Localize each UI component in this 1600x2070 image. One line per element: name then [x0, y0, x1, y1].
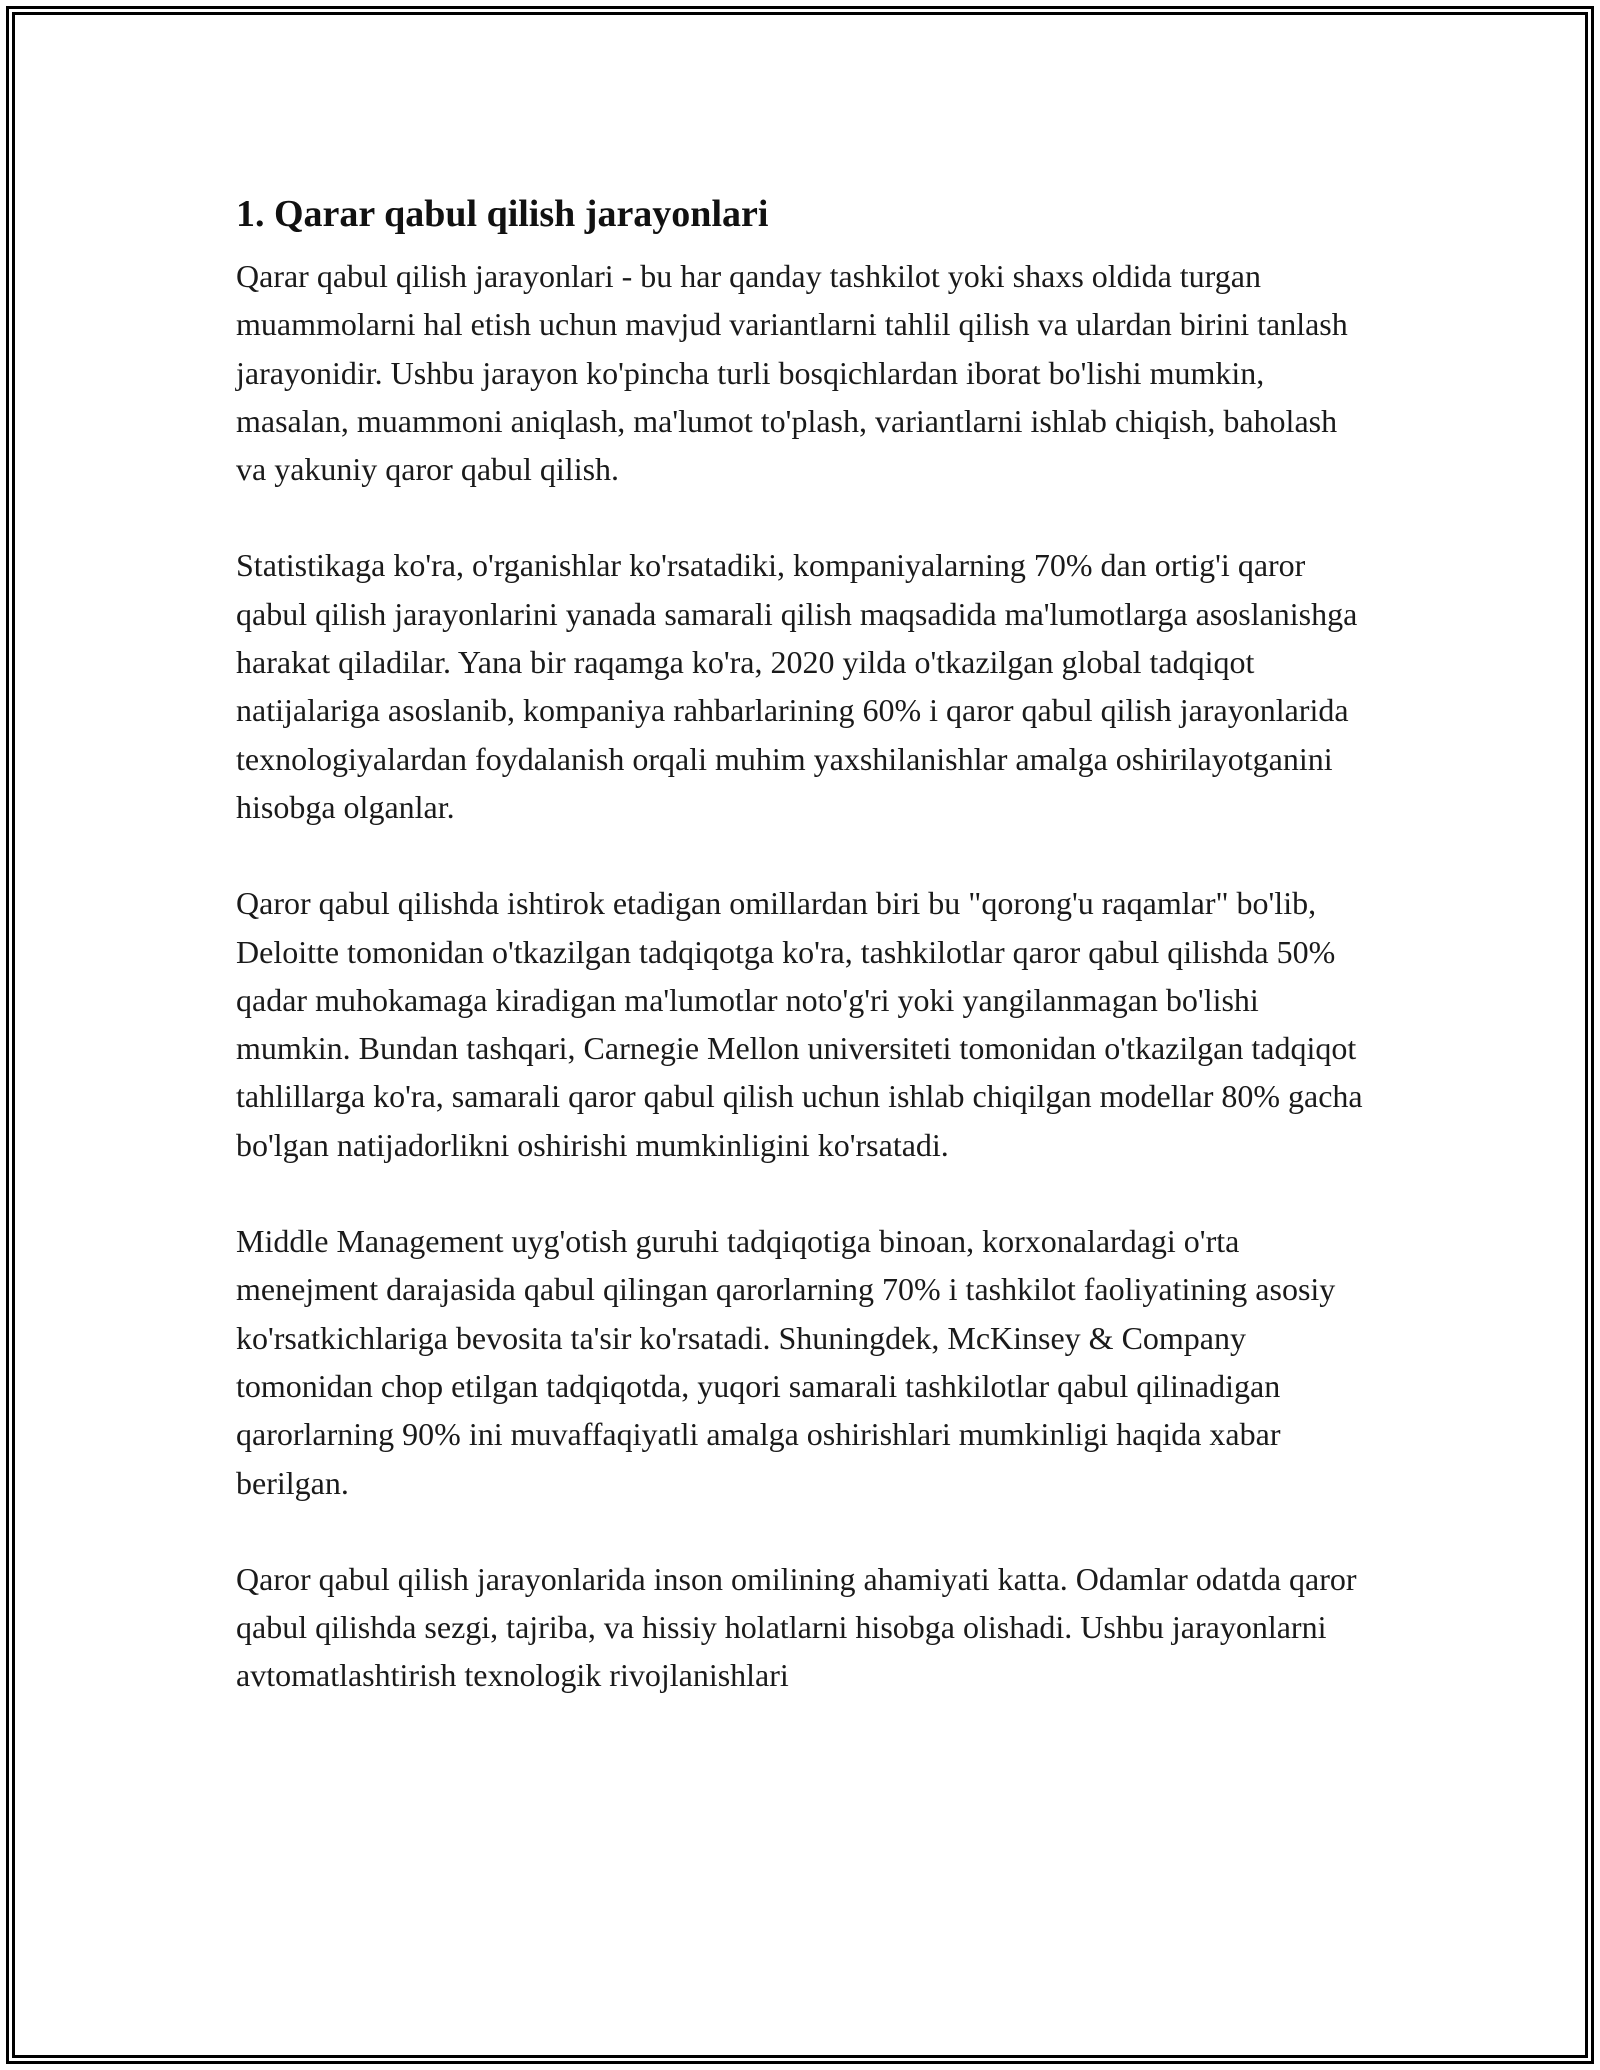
paragraph-5: Qaror qabul qilish jarayonlarida inson omilining ahamiyati katta. Odamlar odatda qaror qabul qilishda sezgi, tajriba, va hissiy holatlarni hisobga olishadi. Ushbu jarayonlarni avtomatlashtirish texnologik rivojlanishlari — [236, 1560, 1357, 1694]
paragraph-3: Qaror qabul qilishda ishtirok etadigan omillardan biri bu "qorong'u raqamlar" bo'lib, Deloitte tomonidan o'tkazilgan tadqiqotga ko'ra, tashkilotlar qaror qabul qilishda 50% qadar muhokamaga kiradigan ma'lumotlar noto'g'ri yoki yangilanmagan bo'lishi mumkin. Bundan tashqari, Carnegie Mellon universiteti tomonidan o'tkazilgan tadqiqot tahlillarga ko'ra, samarali qaror qabul qilish uchun ishlab chiqilgan modellar 80% gacha bo'lgan natijadorlikni oshirishi mumkinligini ko'rsatadi. — [236, 885, 1363, 1163]
paragraph-4: Middle Management uyg'otish guruhi tadqiqotiga binoan, korxonalardagi o'rta menejment darajasida qabul qilingan qarorlarning 70% i tashkilot faoliyatining asosiy ko'rsatkichlariga bevosita ta'sir ko'rsatadi. Shuningdek, McKinsey & Company tomonidan chop etilgan tadqiqotda, yuqori samarali tashkilotlar qabul qilinadigan qarorlarning 90% ini muvaffaqiyatli amalga oshirishlari mumkinligi haqida xabar berilgan. — [236, 1223, 1336, 1501]
section-heading: 1. Qarar qabul qilish jarayonlari — [236, 193, 769, 235]
document-body — [236, 186, 1366, 1748]
paragraph-2: Statistikaga ko'ra, o'rganishlar ko'rsatadiki, kompaniyalarning 70% dan ortig'i qaror qabul qilish jarayonlarini yanada samarali qilish maqsadida ma'lumotlarga asoslanishga harakat qiladilar. Yana bir raqamga ko'ra, 2020 yilda o'tkazilgan global tadqiqot natijalariga asoslanib, kompaniya rahbarlarining 60% i qaror qabul qilish jarayonlarida texnologiyalardan foydalanish orqali muhim yaxshilanishlar amalga oshirilayotganini hisobga olganlar. — [236, 547, 1358, 825]
paragraph-1: Qarar qabul qilish jarayonlari - bu har qanday tashkilot yoki shaxs oldida turgan muammolarni hal etish uchun mavjud variantlarni tahlil qilish va ulardan birini tanlash jarayonidir. Ushbu jarayon ko'pincha turli bosqichlardan iborat bo'lishi mumkin, masalan, muammoni aniqlash, ma'lumot to'plash, variantlarni ishlab chiqish, baholash va yakuniy qaror qabul qilish. — [236, 258, 1348, 488]
